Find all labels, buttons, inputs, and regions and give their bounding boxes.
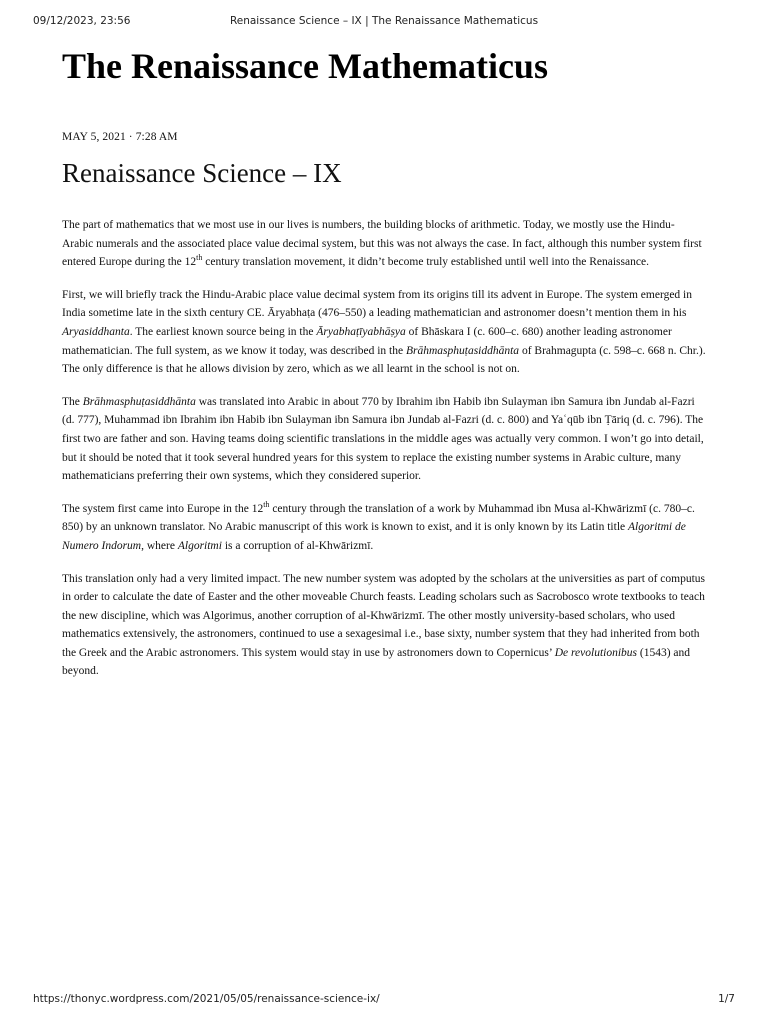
post-date[interactable]: MAY 5, 2021 · 7:28 AM <box>62 131 178 143</box>
print-footer <box>33 993 735 1009</box>
paragraph-2: First, we will briefly track the Hindu-Arabic place value decimal system from its origins till its advent in Europe. The system emerged in India sometime late in the sixth century CE. Āryabhaṭa (476–550) a leading mathematician and astronomer doesn’t mention them in his Aryasiddhanta. The earliest known source being in the Āryabhaṭīyabhāṣya of Bhāskara I (c. 600–c. 680) another leading astronomer mathematician. The full system, as we know it today, was described in the Brāhmasphuṭasiddhānta of Brahmagupta (c. 598–c. 668 n. Chr.). The only difference is that he allows division by zero, which as we all learnt in the school is not on. <box>62 288 706 376</box>
print-page-number: 1/7 <box>718 993 735 1005</box>
article-content <box>62 44 706 695</box>
paragraph-3: The Brāhmasphuṭasiddhānta was translated into Arabic in about 770 by Ibrahim ibn Habib ibn Sulayman ibn Samura ibn Jundab al-Fazri (d. 777), Muhammad ibn Ibrahim ibn Habib ibn Sulayman ibn Samura ibn Jundab al-Fazri (d. c. 800) and Yaʿqūb ibn Ṭāriq (d. c. 796). The first two are father and son. Having teams doing scientific translations in the middle ages was actually very common. I won’t go into detail, but it should be noted that it took several hundred years for this system to replace the existing number systems in Arabic culture, many mathematicians preferring their own systems, which they considered superior. <box>62 395 704 483</box>
paragraph-1: The part of mathematics that we most use in our lives is numbers, the building blocks of arithmetic. Today, we mostly use the Hindu-Arabic numerals and the associated place value decimal system, but this was not always the case. In fact, although this number system first entered Europe during the 12th century translation movement, it didn’t become truly established until well into the Renaissance. <box>62 219 702 269</box>
print-header <box>33 15 735 31</box>
print-datetime: 09/12/2023, 23:56 <box>33 15 131 27</box>
post-title: Renaissance Science – IX <box>62 158 342 188</box>
post-body <box>62 216 706 681</box>
paragraph-5: This translation only had a very limited impact. The new number system was adopted by the scholars at the universities as part of computus in order to calculate the date of Easter and the other moveable Church feasts. Leading scholars such as Sacrobosco wrote textbooks to teach the new discipline, which was Algorimus, another corruption of al-Khwārizmī. The other mostly university-based scholars, who used mathematics extensively, the astronomers, continued to use a sexagesimal i.e., base sixty, number system that they had inherited from both the Greek and the Arabic astronomers. This system would stay in use by astronomers down to Copernicus’ De revolutionibus (1543) and beyond. <box>62 572 706 678</box>
paragraph-4: The system first came into Europe in the 12th century through the translation of a work by Muhammad ibn Musa al-Khwārizmī (c. 780–c. 850) by an unknown translator. No Arabic manuscript of this work is known to exist, and it is only known by its Latin title Algoritmi de Numero Indorum, where Algoritmi is a corruption of al-Khwārizmī. <box>62 499 695 552</box>
site-title[interactable]: The Renaissance Mathematicus <box>62 46 548 86</box>
print-url: https://thonyc.wordpress.com/2021/05/05/renaissance-science-ix/ <box>33 993 380 1005</box>
print-page-title: Renaissance Science – IX | The Renaissance Mathematicus <box>229 15 539 27</box>
